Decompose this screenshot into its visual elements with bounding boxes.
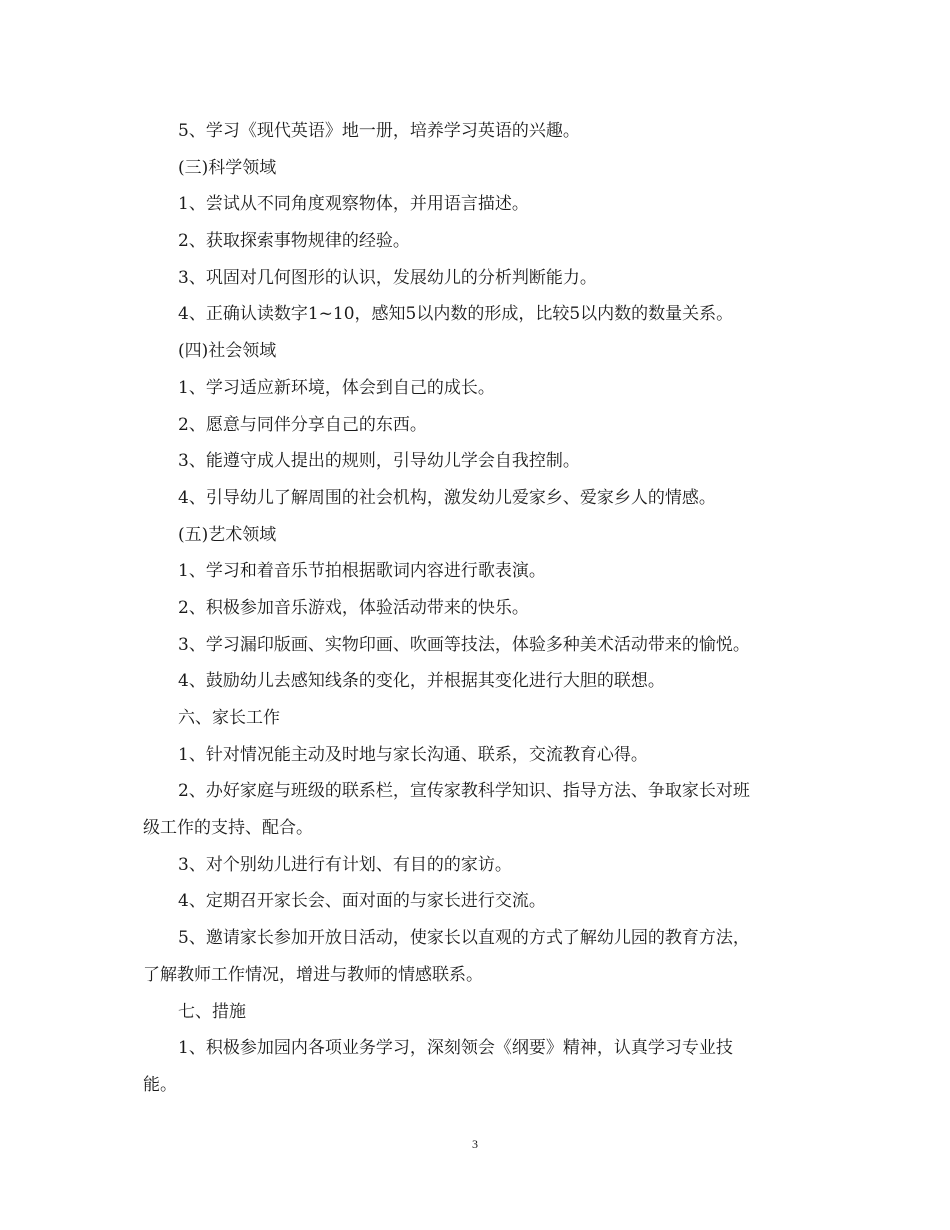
- list-item: 2、办好家庭与班级的联系栏，宣传家教科学知识、指导方法、争取家长对班: [178, 781, 750, 802]
- section-heading: (四)社会领域: [178, 341, 277, 362]
- list-item-continuation: 级工作的支持、配合。: [143, 818, 313, 839]
- body-text: [143, 113, 808, 1104]
- list-item: 2、愿意与同伴分享自己的东西。: [178, 414, 427, 435]
- list-item: 5、学习《现代英语》地一册，培养学习英语的兴趣。: [178, 121, 580, 141]
- list-item: 4、引导幼儿了解周围的社会机构，激发幼儿爱家乡、爱家乡人的情感。: [178, 487, 716, 508]
- list-item: 1、学习和着音乐节拍根据歌词内容进行歌表演。: [178, 561, 546, 582]
- list-item: 4、定期召开家长会、面对面的与家长进行交流。: [178, 891, 546, 912]
- list-item: 3、能遵守成人提出的规则，引导幼儿学会自我控制。: [178, 451, 580, 472]
- list-item: 4、鼓励幼儿去感知线条的变化，并根据其变化进行大胆的联想。: [178, 671, 665, 692]
- list-item: 1、积极参加园内各项业务学习，深刻领会《纲要》精神，认真学习专业技: [178, 1038, 733, 1059]
- section-heading: (五)艺术领域: [178, 524, 277, 545]
- list-item-continuation: 能。: [143, 1074, 177, 1095]
- list-item: 3、对个别幼儿进行有计划、有目的的家访。: [178, 854, 512, 875]
- list-item: 2、积极参加音乐游戏，体验活动带来的快乐。: [178, 597, 529, 618]
- page-number: 3: [472, 1137, 478, 1151]
- section-heading: 六、家长工作: [178, 708, 280, 728]
- list-item: 4、正确认读数字1~10，感知5以内数的形成，比较5以内数的数量关系。: [178, 304, 734, 325]
- list-item-continuation: 了解教师工作情况，增进与教师的情感联系。: [143, 964, 483, 985]
- list-item: 5、邀请家长参加开放日活动，使家长以直观的方式了解幼儿园的教育方法，: [178, 928, 750, 949]
- list-item: 3、学习漏印版画、实物印画、吹画等技法，体验多种美术活动带来的愉悦。: [178, 634, 750, 655]
- list-item: 1、尝试从不同角度观察物体，并用语言描述。: [178, 194, 529, 215]
- section-heading: 七、措施: [178, 1001, 246, 1022]
- list-item: 3、巩固对几何图形的认识，发展幼儿的分析判断能力。: [178, 267, 597, 288]
- list-item: 2、获取探索事物规律的经验。: [178, 231, 410, 252]
- list-item: 1、学习适应新环境，体会到自己的成长。: [178, 377, 495, 398]
- list-item: 1、针对情况能主动及时地与家长沟通、联系，交流教育心得。: [178, 744, 648, 765]
- section-heading: (三)科学领域: [178, 157, 277, 178]
